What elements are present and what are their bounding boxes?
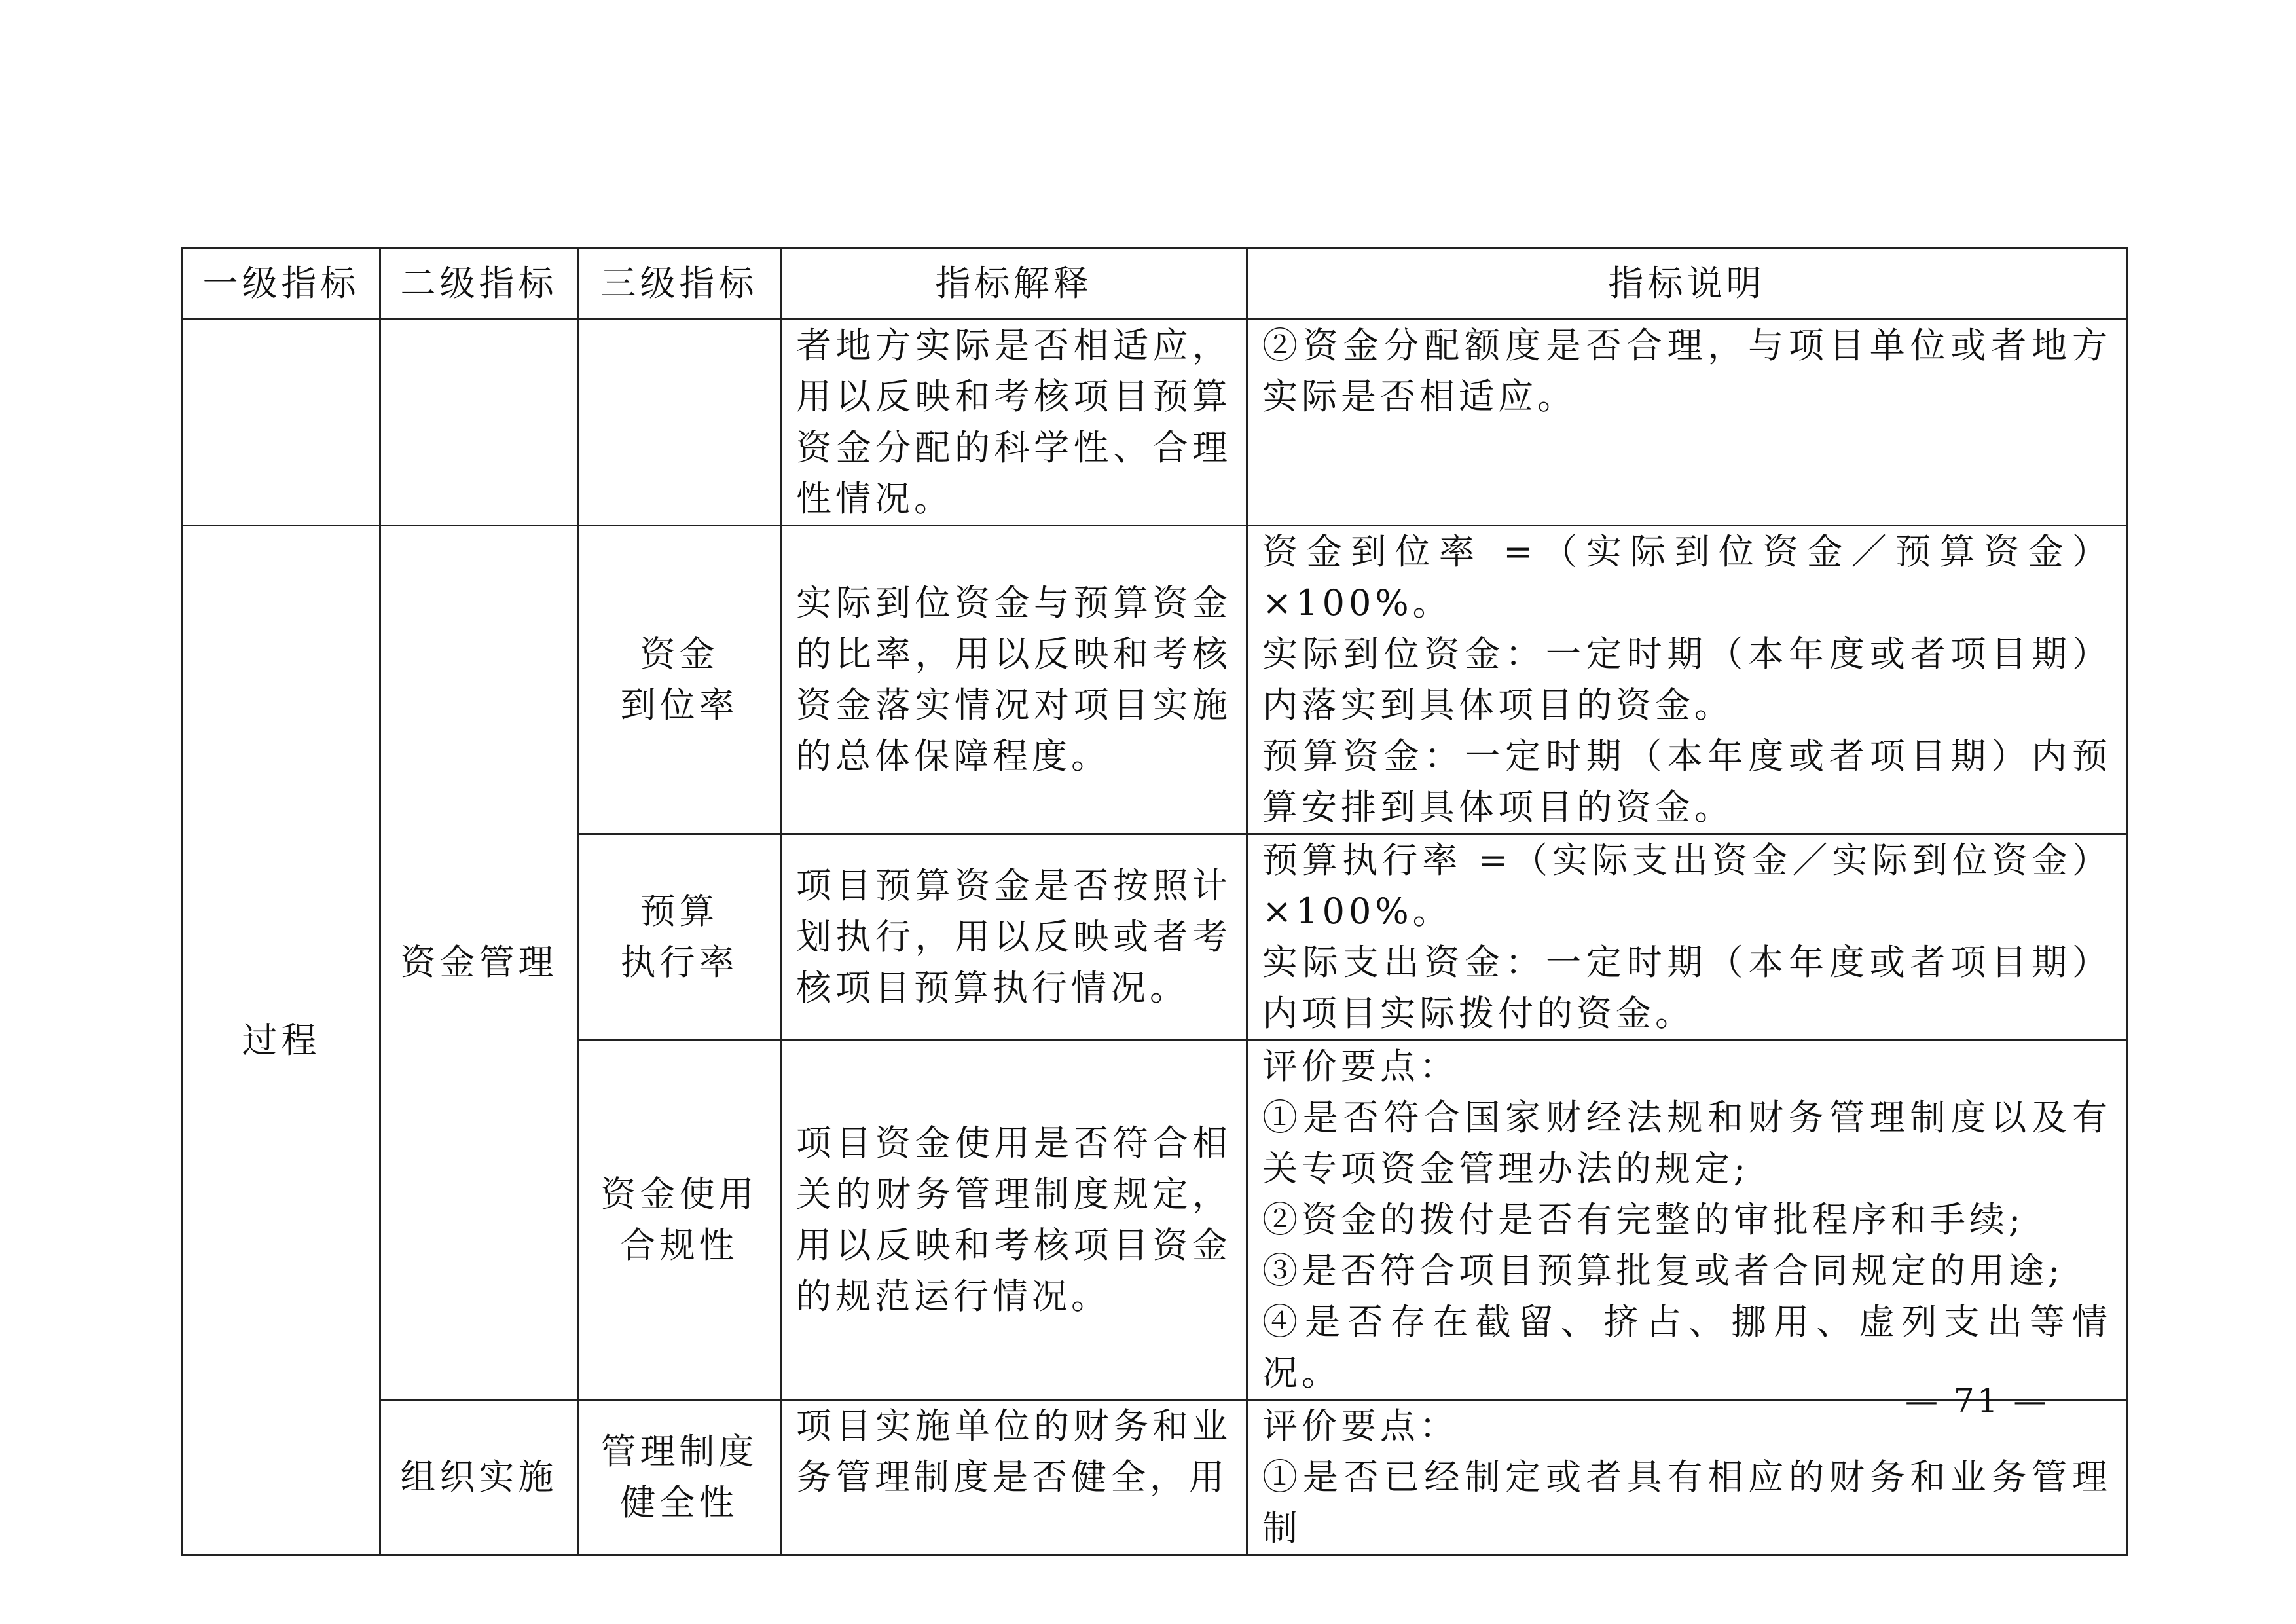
header-notes: 指标说明 [1247,248,2127,320]
level3-line: 预算 [640,891,719,932]
cell-level3-fund-use-compliance [578,1041,781,1400]
table-row [183,526,2127,834]
level3-line: 管理制度 [600,1431,758,1472]
cell-explanation: 项目实施单位的财务和业务管理制度是否健全，用 [781,1400,1247,1555]
cell-explanation: 项目预算资金是否按照计划执行，用以反映或者考核项目预算执行情况。 [781,834,1247,1041]
cell-level2-fund-management: 资金管理 [380,526,578,1400]
cell-level3-empty [578,320,781,526]
note-line: 预算执行率 =（实际支出资金／实际到位资金）×100%。 [1262,840,2111,932]
cell-level2-empty [380,320,578,526]
cell-level1-empty [183,320,380,526]
note-line: 评价要点： [1262,1046,1459,1087]
cell-explanation: 者地方实际是否相适应，用以反映和考核项目预算资金分配的科学性、合理性情况。 [781,320,1247,526]
cell-level1-process: 过程 [183,526,380,1555]
level3-line: 到位率 [620,684,738,726]
cell-notes [1247,1400,2127,1555]
note-line: ④是否存在截留、挤占、挪用、虚列支出等情况。 [1262,1301,2111,1393]
note-line: ③是否符合项目预算批复或者合同规定的用途; [1262,1250,2064,1291]
header-level2: 二级指标 [380,248,578,320]
note-line: 资金到位率 =（实际到位资金／预算资金）×100%。 [1262,531,2111,623]
header-level3: 三级指标 [578,248,781,320]
page-number: — 71 — [1905,1382,2049,1420]
table-row [183,1400,2127,1555]
note-line: 预算资金：一定时期（本年度或者项目期）内预算安排到具体项目的资金。 [1262,735,2111,828]
table-row [183,320,2127,526]
note-line: ②资金的拨付是否有完整的审批程序和手续; [1262,1199,2025,1240]
table-header-row [183,248,2127,320]
cell-notes [1247,320,2127,526]
header-level1: 一级指标 [183,248,380,320]
level3-line: 健全性 [620,1482,738,1523]
indicator-table [181,247,2128,1556]
level3-line: 合规性 [620,1225,738,1266]
note-line: 评价要点： [1262,1405,1459,1447]
note-line: 实际支出资金：一定时期（本年度或者项目期）内项目实际拨付的资金。 [1262,942,2111,1034]
cell-notes [1247,834,2127,1041]
note-line: ②资金分配额度是否合理，与项目单位或者地方实际是否相适应。 [1262,325,2111,417]
cell-notes [1247,1041,2127,1400]
cell-level3-system-soundness [578,1400,781,1555]
header-explanation: 指标解释 [781,248,1247,320]
note-line: ①是否符合国家财经法规和财务管理制度以及有关专项资金管理办法的规定; [1262,1097,2111,1189]
note-line: ①是否已经制定或者具有相应的财务和业务管理制 [1262,1456,2111,1549]
cell-level3-fund-arrival-rate [578,526,781,834]
cell-level2-organization: 组织实施 [380,1400,578,1555]
cell-explanation: 实际到位资金与预算资金的比率，用以反映和考核资金落实情况对项目实施的总体保障程度。 [781,526,1247,834]
level3-line: 执行率 [620,942,738,983]
cell-level3-budget-execution-rate [578,834,781,1041]
level3-line: 资金 [640,633,719,674]
level3-line: 资金使用 [600,1173,758,1215]
cell-explanation: 项目资金使用是否符合相关的财务管理制度规定，用以反映和考核项目资金的规范运行情况。 [781,1041,1247,1400]
note-line: 实际到位资金：一定时期（本年度或者项目期）内落实到具体项目的资金。 [1262,633,2111,726]
cell-notes [1247,526,2127,834]
